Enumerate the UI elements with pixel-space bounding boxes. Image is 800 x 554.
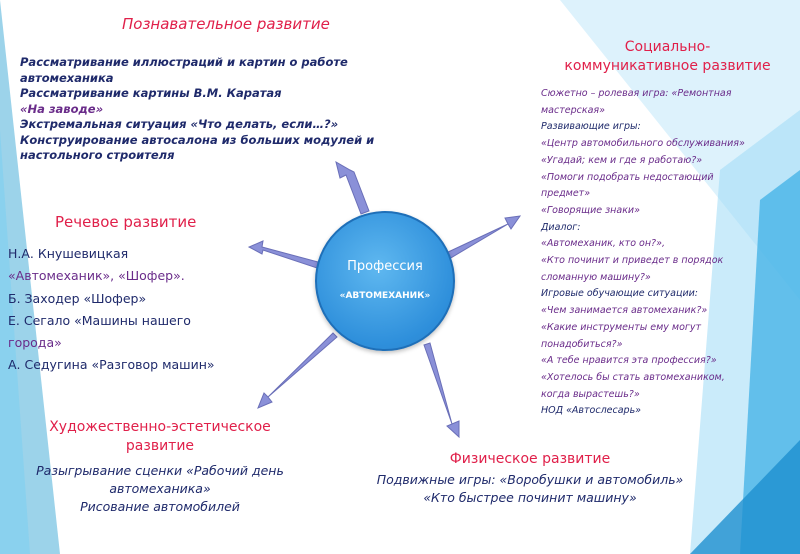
art-heading-line: развитие [125,438,195,454]
physical-block [345,471,715,507]
social-block [541,86,745,420]
physical-line: Подвижные игры: «Воробушки и автомобиль» [376,472,684,487]
center-subtitle: «АВТОМЕХАНИК» [339,291,431,301]
speech-line: Б. Заходер «Шофер» [8,290,147,306]
physical-heading-text: Физическое развитие [449,451,611,467]
cognitive-line: Рассматривание иллюстраций и картин о работе [20,55,348,69]
speech-heading [55,213,196,231]
social-line: «Автомеханик, кто он?», [541,238,665,250]
center-title: Профессия [347,259,423,274]
social-line: «Кто починит и приведет в порядок [541,255,724,267]
cognitive-heading [122,14,330,33]
cognitive-heading-text: Познавательное развитие [122,15,330,33]
social-line: предмет» [541,188,591,200]
social-line: мастерская» [541,104,605,116]
cognitive-line: автомеханика [20,70,114,85]
cognitive-line: Конструирование автосалона из больших модулей и [20,132,375,147]
art-line: автомеханика» [109,481,211,496]
physical-heading [400,451,660,467]
cognitive-line: Экстремальная ситуация «Что делать, если…?» [20,117,339,131]
arrow-social [446,216,520,259]
social-line: «Говорящие знаки» [541,204,640,216]
art-block [5,462,315,516]
art-line: Рисование автомобилей [80,499,240,514]
art-line: Разыгрывание сценки «Рабочий день [36,463,284,478]
speech-block [8,243,215,377]
social-line: Диалог: [541,221,581,233]
art-heading [5,418,315,456]
art-heading-line: Художественно-эстетическое [49,419,271,435]
arrow-physical [424,343,459,437]
social-line: Развивающие игры: [541,121,641,133]
social-line: НОД «Автослесарь» [541,405,642,417]
social-line: «Угадай; кем и где я работаю?» [541,154,703,166]
social-line: сломанную машину?» [541,271,651,283]
social-line: когда вырастешь?» [541,388,640,400]
social-heading-line: коммуникативное развитие [564,58,771,74]
speech-line: «Автомеханик», «Шофер». [8,268,185,284]
cognitive-line: «На заводе» [20,101,104,116]
cognitive-block [20,55,374,164]
arrow-cognitive [336,162,369,214]
social-line: Игровые обучающие ситуации: [541,288,699,300]
social-line: понадобиться?» [541,338,623,350]
social-line: Сюжетно – ролевая игра: «Ремонтная [541,88,732,99]
speech-line: А. Седугина «Разговор машин» [8,357,215,373]
cognitive-line: настольного строителя [20,148,175,162]
speech-line: города» [8,335,62,351]
arrow-speech [249,241,318,268]
cognitive-line: Рассматривание картины В.М. Каратая [20,86,282,100]
social-line: «Центр автомобильного обслуживания» [541,138,745,150]
speech-line: Н.А. Кнушевицкая [8,246,129,261]
arrow-art [258,333,337,408]
social-line: «А тебе нравится эта профессия?» [541,355,717,367]
social-heading-line: Социально- [624,39,711,55]
social-line: «Помоги подобрать недостающий [541,171,714,183]
physical-line: «Кто быстрее починит машину» [423,490,637,505]
social-line: «Чем занимается автомеханик?» [541,305,708,317]
social-line: «Какие инструменты ему могут [541,321,702,333]
social-line: «Хотелось бы стать автомехаником, [541,371,725,383]
social-heading [540,38,795,76]
profession-circle [315,211,455,351]
speech-line: Е. Сегало «Машины нашего [8,312,191,328]
speech-heading-text: Речевое развитие [55,213,197,231]
